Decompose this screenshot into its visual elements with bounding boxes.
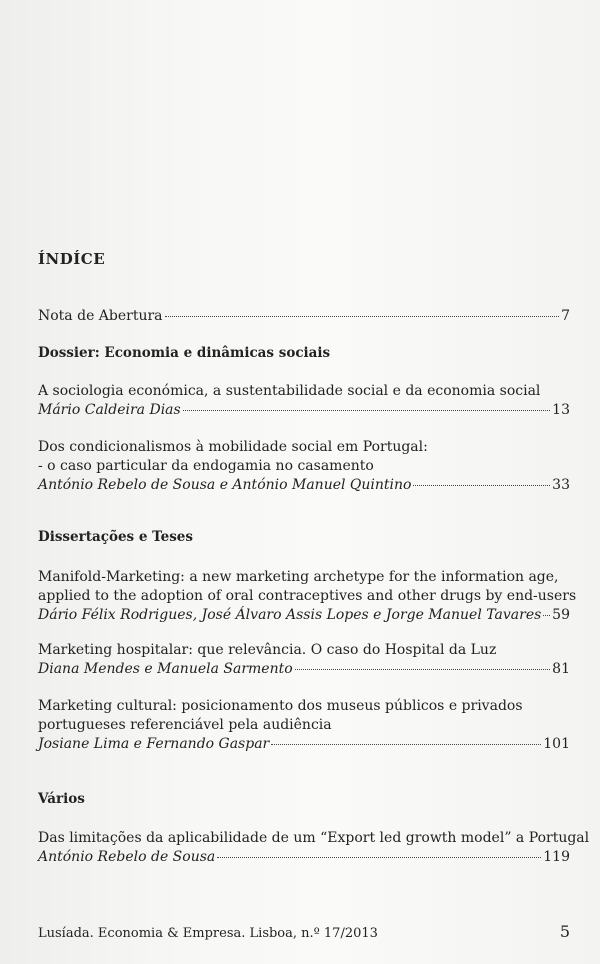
- toc-title: Marketing hospitalar: que relevância. O caso do Hospital da Luz: [38, 642, 497, 658]
- toc-title: Dos condicionalismos à mobilidade social em Portugal:: [38, 439, 428, 455]
- toc-title: Manifold-Marketing: a new marketing archetype for the information age,: [38, 569, 559, 585]
- footer-journal: Lusíada. Economia & Empresa. Lisboa, n.º 17/2013: [38, 926, 378, 941]
- toc-entry[interactable]: [38, 568, 577, 625]
- toc-title: Marketing cultural: posicionamento dos museus públicos e privados: [38, 698, 523, 714]
- leader-dots: [413, 485, 550, 486]
- toc-title: Nota de Abertura: [38, 308, 163, 324]
- page-footer: [38, 922, 570, 941]
- toc-page: 59: [552, 607, 570, 623]
- toc-title: portugueses referenciável pela audiência: [38, 717, 332, 733]
- toc-entry[interactable]: [38, 641, 570, 679]
- toc-title: Das limitações da aplicabilidade de um “Export led growth model” a Portugal: [38, 830, 590, 846]
- toc-title: applied to the adoption of oral contraceptives and other drugs by end-users: [38, 588, 577, 604]
- toc-entry-opening[interactable]: [38, 307, 570, 326]
- toc-title: - o caso particular da endogamia no casamento: [38, 458, 374, 474]
- toc-page: 33: [552, 477, 570, 493]
- leader-dots: [217, 857, 541, 858]
- section-heading-dissertacoes: Dissertações e Teses: [38, 529, 193, 545]
- section-heading-dossier: Dossier: Economia e dinâmicas sociais: [38, 345, 331, 361]
- toc-title: A sociologia económica, a sustentabilidade social e da economia social: [38, 383, 541, 399]
- index-heading: ÍNDÍCE: [38, 250, 106, 268]
- toc-entry[interactable]: [38, 697, 570, 754]
- toc-authors: Diana Mendes e Manuela Sarmento: [38, 661, 293, 677]
- toc-entry[interactable]: [38, 382, 570, 420]
- toc-page: 13: [552, 402, 570, 418]
- toc-page: 7: [561, 308, 570, 324]
- toc-authors: Josiane Lima e Fernando Gaspar: [38, 736, 270, 752]
- toc-page: 119: [543, 849, 570, 865]
- toc-entry[interactable]: [38, 438, 570, 495]
- leader-dots: [165, 316, 560, 317]
- section-heading-varios: Vários: [38, 791, 85, 807]
- toc-authors: Mário Caldeira Dias: [38, 402, 181, 418]
- leader-dots: [271, 744, 541, 745]
- toc-page: 101: [543, 736, 570, 752]
- toc-authors: António Rebelo de Sousa e António Manuel Quintino: [38, 477, 412, 493]
- page-number: 5: [559, 922, 570, 941]
- leader-dots: [295, 669, 551, 670]
- leader-dots: [543, 615, 550, 616]
- toc-page: 81: [552, 661, 570, 677]
- toc-authors: Dário Félix Rodrigues, José Álvaro Assis Lopes e Jorge Manuel Tavares: [38, 607, 542, 623]
- leader-dots: [183, 410, 550, 411]
- toc-entry[interactable]: [38, 829, 590, 867]
- toc-authors: António Rebelo de Sousa: [38, 849, 216, 865]
